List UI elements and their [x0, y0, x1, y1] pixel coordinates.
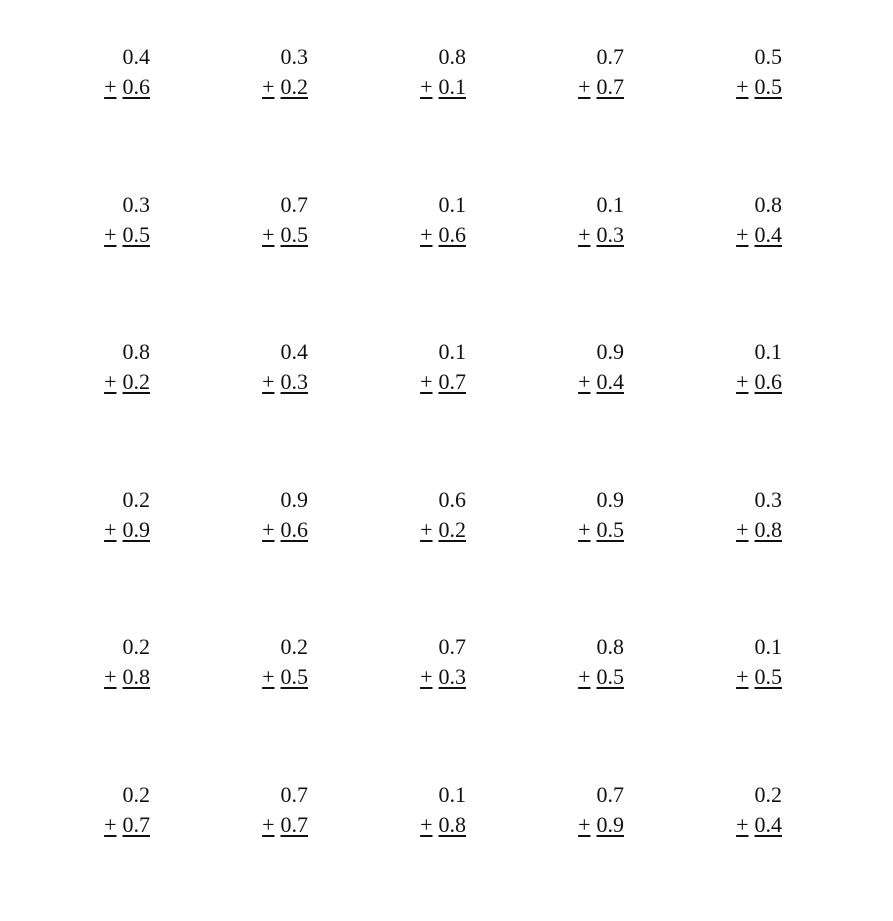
addend-bottom: 0.8 — [754, 517, 782, 542]
addend-bottom-line — [420, 72, 466, 102]
plus-sign: + — [104, 664, 117, 689]
addition-problem — [228, 42, 308, 106]
plus-sign: + — [736, 222, 749, 247]
addend-top: 0.9 — [596, 339, 624, 364]
addition-problem — [70, 337, 150, 401]
plus-sign: + — [262, 812, 275, 837]
addition-problem — [386, 780, 466, 844]
addition-problem — [70, 42, 150, 106]
addition-problem — [386, 485, 466, 549]
addend-top: 0.1 — [754, 339, 782, 364]
plus-sign: + — [420, 812, 433, 837]
problem-row — [0, 485, 893, 565]
plus-sign: + — [420, 664, 433, 689]
addend-bottom-line — [262, 367, 308, 397]
addend-bottom: 0.7 — [122, 812, 150, 837]
addend-bottom-line — [420, 515, 466, 545]
addend-top: 0.5 — [754, 44, 782, 69]
addend-bottom-line — [420, 367, 466, 397]
addend-top: 0.3 — [280, 44, 308, 69]
addend-bottom-line — [104, 72, 150, 102]
addition-problem — [702, 190, 782, 254]
addend-bottom-line — [262, 662, 308, 692]
addend-bottom: 0.6 — [280, 517, 308, 542]
problem-row — [0, 632, 893, 712]
plus-sign: + — [262, 369, 275, 394]
plus-sign: + — [578, 74, 591, 99]
plus-sign: + — [262, 222, 275, 247]
plus-sign: + — [578, 517, 591, 542]
addend-bottom-line — [578, 810, 624, 840]
plus-sign: + — [736, 74, 749, 99]
addition-problem — [386, 337, 466, 401]
addend-top: 0.7 — [596, 44, 624, 69]
addend-bottom: 0.5 — [280, 664, 308, 689]
addition-problem — [544, 190, 624, 254]
addition-problem — [386, 632, 466, 696]
addend-bottom-line — [104, 220, 150, 250]
plus-sign: + — [736, 664, 749, 689]
addend-bottom: 0.3 — [596, 222, 624, 247]
addend-bottom-line — [420, 662, 466, 692]
addition-problem — [386, 42, 466, 106]
addend-bottom-line — [736, 220, 782, 250]
plus-sign: + — [578, 664, 591, 689]
addend-bottom-line — [578, 662, 624, 692]
addend-bottom: 0.7 — [596, 74, 624, 99]
plus-sign: + — [420, 369, 433, 394]
addend-bottom-line — [262, 220, 308, 250]
addition-problem — [544, 42, 624, 106]
addend-top: 0.2 — [122, 487, 150, 512]
addend-bottom-line — [420, 220, 466, 250]
addend-bottom: 0.6 — [122, 74, 150, 99]
addend-top: 0.7 — [438, 634, 466, 659]
addend-bottom: 0.7 — [438, 369, 466, 394]
addend-top: 0.2 — [280, 634, 308, 659]
addition-problem — [70, 190, 150, 254]
addend-bottom: 0.3 — [280, 369, 308, 394]
plus-sign: + — [262, 74, 275, 99]
addend-top: 0.7 — [596, 782, 624, 807]
plus-sign: + — [104, 517, 117, 542]
addend-bottom-line — [736, 72, 782, 102]
addend-top: 0.1 — [754, 634, 782, 659]
addition-problem — [544, 780, 624, 844]
addend-top: 0.1 — [438, 339, 466, 364]
plus-sign: + — [104, 812, 117, 837]
plus-sign: + — [420, 517, 433, 542]
addend-bottom-line — [104, 662, 150, 692]
addition-problem — [544, 337, 624, 401]
addend-bottom: 0.6 — [438, 222, 466, 247]
addend-bottom-line — [736, 367, 782, 397]
plus-sign: + — [578, 222, 591, 247]
problem-row — [0, 190, 893, 270]
addition-problem — [70, 485, 150, 549]
addend-top: 0.4 — [280, 339, 308, 364]
addend-top: 0.3 — [122, 192, 150, 217]
addend-bottom: 0.5 — [122, 222, 150, 247]
addend-bottom-line — [262, 72, 308, 102]
addend-bottom-line — [578, 220, 624, 250]
addend-top: 0.4 — [122, 44, 150, 69]
addition-problem — [228, 485, 308, 549]
plus-sign: + — [104, 74, 117, 99]
addition-problem — [70, 632, 150, 696]
plus-sign: + — [736, 812, 749, 837]
addend-bottom: 0.5 — [596, 517, 624, 542]
addend-top: 0.2 — [122, 782, 150, 807]
addend-bottom: 0.4 — [754, 812, 782, 837]
addend-bottom: 0.2 — [122, 369, 150, 394]
addend-bottom: 0.8 — [438, 812, 466, 837]
addend-top: 0.7 — [280, 192, 308, 217]
addend-bottom-line — [104, 367, 150, 397]
addend-bottom-line — [578, 515, 624, 545]
problem-row — [0, 42, 893, 122]
addend-bottom: 0.2 — [438, 517, 466, 542]
addend-bottom: 0.1 — [438, 74, 466, 99]
addend-top: 0.9 — [596, 487, 624, 512]
addition-problem — [702, 42, 782, 106]
addition-problem — [228, 190, 308, 254]
addition-problem — [228, 632, 308, 696]
addend-top: 0.8 — [754, 192, 782, 217]
addend-top: 0.2 — [754, 782, 782, 807]
addition-problem — [544, 632, 624, 696]
addend-top: 0.7 — [280, 782, 308, 807]
plus-sign: + — [578, 369, 591, 394]
addend-top: 0.1 — [438, 192, 466, 217]
addend-bottom: 0.5 — [596, 664, 624, 689]
addition-problem — [702, 780, 782, 844]
addend-bottom: 0.6 — [754, 369, 782, 394]
addend-bottom-line — [736, 662, 782, 692]
plus-sign: + — [420, 74, 433, 99]
addend-top: 0.2 — [122, 634, 150, 659]
addend-bottom-line — [578, 367, 624, 397]
addend-bottom: 0.3 — [438, 664, 466, 689]
addend-bottom: 0.9 — [596, 812, 624, 837]
addend-bottom-line — [104, 515, 150, 545]
addend-bottom-line — [736, 810, 782, 840]
addend-bottom-line — [262, 810, 308, 840]
addition-problem — [544, 485, 624, 549]
addend-bottom: 0.9 — [122, 517, 150, 542]
addition-problem — [702, 632, 782, 696]
addend-bottom: 0.8 — [122, 664, 150, 689]
addend-top: 0.9 — [280, 487, 308, 512]
addend-top: 0.8 — [438, 44, 466, 69]
addition-problem — [228, 780, 308, 844]
addend-bottom: 0.7 — [280, 812, 308, 837]
addend-top: 0.3 — [754, 487, 782, 512]
addition-problem — [702, 485, 782, 549]
addend-bottom: 0.4 — [754, 222, 782, 247]
addend-top: 0.1 — [596, 192, 624, 217]
addend-bottom: 0.2 — [280, 74, 308, 99]
addition-problem — [70, 780, 150, 844]
addend-bottom-line — [420, 810, 466, 840]
addend-bottom: 0.4 — [596, 369, 624, 394]
plus-sign: + — [104, 222, 117, 247]
addition-problem — [386, 190, 466, 254]
addend-top: 0.8 — [596, 634, 624, 659]
addend-bottom: 0.5 — [280, 222, 308, 247]
addend-bottom-line — [104, 810, 150, 840]
plus-sign: + — [420, 222, 433, 247]
addition-problem — [702, 337, 782, 401]
problem-row — [0, 780, 893, 860]
addend-top: 0.6 — [438, 487, 466, 512]
addend-bottom: 0.5 — [754, 74, 782, 99]
addend-top: 0.1 — [438, 782, 466, 807]
problem-row — [0, 337, 893, 417]
plus-sign: + — [736, 369, 749, 394]
addend-bottom-line — [262, 515, 308, 545]
plus-sign: + — [262, 664, 275, 689]
addend-bottom-line — [578, 72, 624, 102]
addend-bottom: 0.5 — [754, 664, 782, 689]
plus-sign: + — [104, 369, 117, 394]
plus-sign: + — [736, 517, 749, 542]
plus-sign: + — [578, 812, 591, 837]
addend-top: 0.8 — [122, 339, 150, 364]
addend-bottom-line — [736, 515, 782, 545]
plus-sign: + — [262, 517, 275, 542]
addition-problem — [228, 337, 308, 401]
